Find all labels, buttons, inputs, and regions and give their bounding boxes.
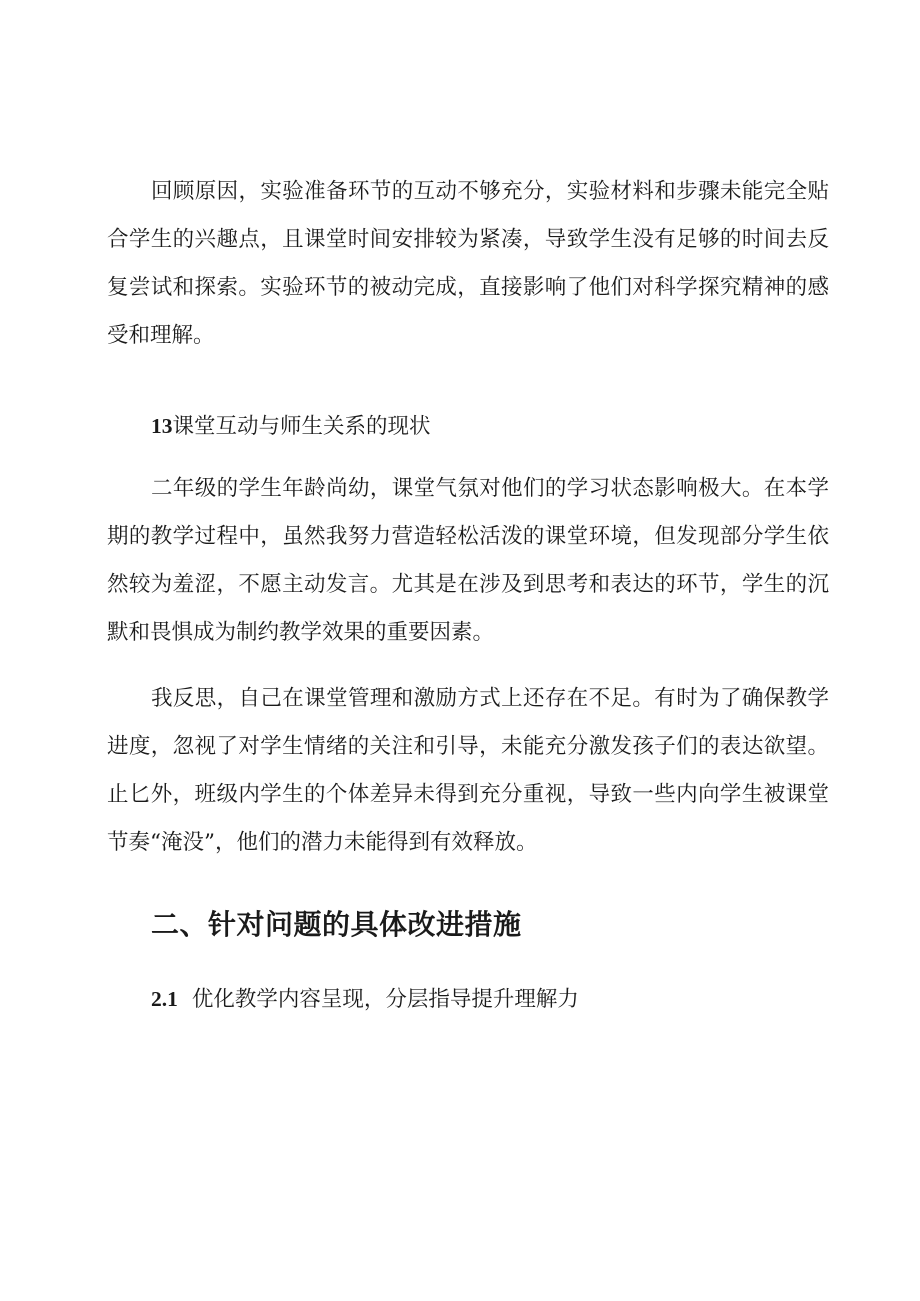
paragraph-self-reflection: 我反思，自己在课堂管理和激励方式上还存在不足。有时为了确保教学进度，忽视了对学生情绪的关注和引导，未能充分激发孩子们的表达欲望。止匕外，班级内学生的个体差异未得到充分重视，导致一些内向学生被课堂节奏“淹没”，他们的潜力未能得到有效释放。 — [107, 686, 829, 855]
section-title: 优化教学内容呈现，分层指导提升理解力 — [191, 987, 579, 1012]
section-heading-2-1 — [107, 975, 829, 1024]
paragraph-classroom-atmosphere: 二年级的学生年龄尚幼，课堂气氛对他们的学习状态影响极大。在本学期的教学过程中，虽然我努力营造轻松活泼的课堂环境，但发现部分学生依然较为羞涩，不愿主动发言。尤其是在涉及到思考和表达的环节，学生的沉默和畏惧成为制约教学效果的重要因素。 — [107, 476, 829, 645]
section-heading-1-3 — [107, 402, 829, 451]
paragraph-review-reasons: 回顾原因，实验准备环节的互动不够充分，实验材料和步骤未能完全贴合学生的兴趣点，且课堂时间安排较为紧凑，导致学生没有足够的时间去反复尝试和探索。实验环节的被动完成，直接影响了他们对科学探究精神的感受和理解。 — [107, 179, 829, 348]
section-title: 课堂互动与师生关系的现状 — [172, 414, 431, 439]
section-number: 13 — [151, 414, 173, 438]
section-number: 2.1 — [151, 987, 178, 1011]
document-page — [107, 168, 829, 1024]
chapter-heading-2: 二、针对问题的具体改进措施 — [151, 908, 522, 941]
